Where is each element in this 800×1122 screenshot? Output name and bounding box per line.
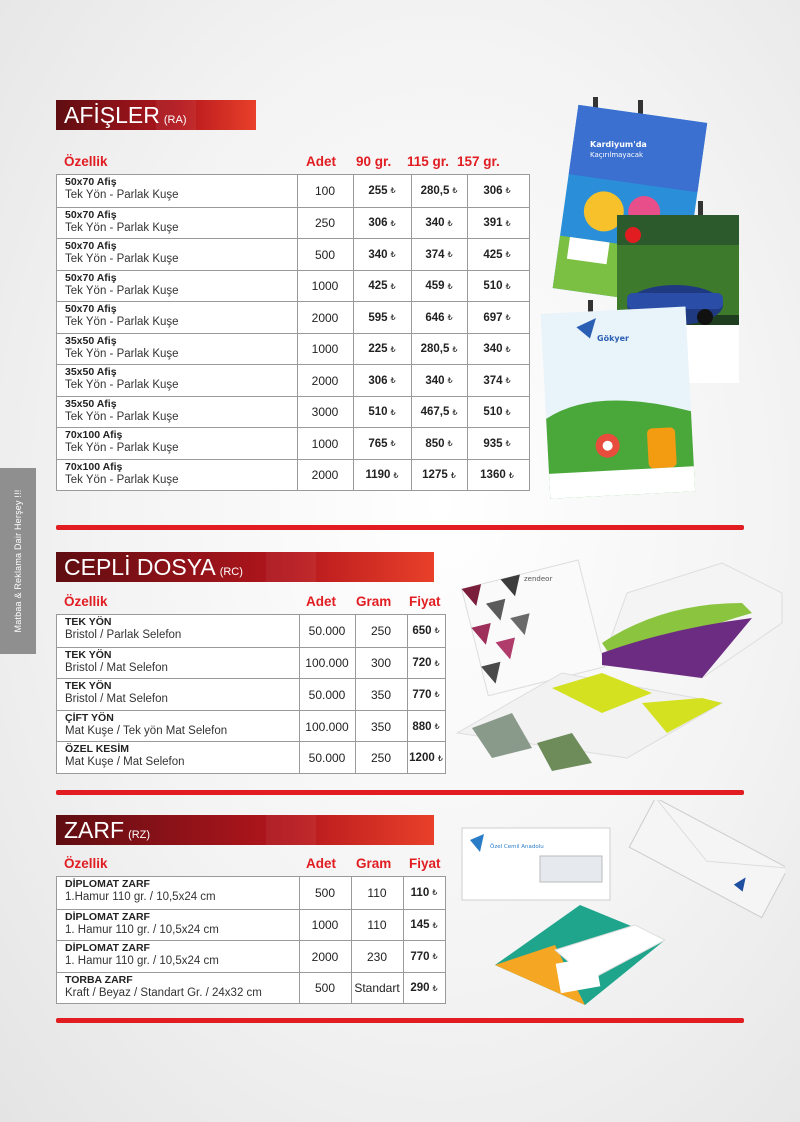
product-name: 50x70 Afiş xyxy=(65,271,117,284)
afisler-row xyxy=(57,301,529,334)
zarf-table xyxy=(56,876,446,1004)
price-cell: 1200 ₺ xyxy=(407,742,445,774)
price-90-cell: 306 ₺ xyxy=(353,365,411,397)
section-separator xyxy=(56,525,744,530)
afisler-row xyxy=(57,427,529,460)
price-90-cell: 255 ₺ xyxy=(353,175,411,207)
afisler-row xyxy=(57,207,529,240)
zarf-title: ZARF (RZ) xyxy=(64,817,151,843)
price-157-cell: 391 ₺ xyxy=(467,208,527,240)
folder1-brand: zendeor xyxy=(524,575,553,583)
cepli-title: CEPLİ DOSYA (RC) xyxy=(64,554,243,580)
quantity-cell: 1000 xyxy=(311,342,339,357)
gram-cell: Standart xyxy=(354,981,400,996)
price-115-cell: 459 ₺ xyxy=(411,271,467,303)
cepli-header-adet: Adet xyxy=(306,594,336,609)
product-name: 70x100 Afiş xyxy=(65,460,123,473)
gram-cell: 350 xyxy=(370,719,392,734)
afisler-row xyxy=(57,396,529,429)
price-115-cell: 1275 ₺ xyxy=(411,460,467,492)
product-name: 50x70 Afiş xyxy=(65,208,117,221)
price-115-cell: 646 ₺ xyxy=(411,302,467,334)
product-name: DİPLOMAT ZARF xyxy=(65,878,150,890)
price-157-cell: 340 ₺ xyxy=(467,334,527,366)
product-description: 1. Hamur 110 gr. / 10,5x24 cm xyxy=(65,955,219,967)
price-90-cell: 425 ₺ xyxy=(353,271,411,303)
quantity-cell: 100 xyxy=(314,183,336,198)
product-description: Bristol / Parlak Selefon xyxy=(65,629,182,641)
price-cell: 770 ₺ xyxy=(403,941,445,973)
afisler-banner xyxy=(56,100,256,130)
envelope-mockup-image xyxy=(460,800,785,1015)
product-description: Tek Yön - Parlak Kuşe xyxy=(65,410,179,423)
product-name: 50x70 Afiş xyxy=(65,303,117,315)
price-90-cell: 225 ₺ xyxy=(353,334,411,366)
quantity-cell: 50.000 xyxy=(308,623,346,638)
product-name: TEK YÖN xyxy=(65,616,112,628)
quantity-cell: 3000 xyxy=(311,405,339,420)
price-157-cell: 306 ₺ xyxy=(467,175,527,207)
section-separator xyxy=(56,790,744,795)
product-name: TEK YÖN xyxy=(65,680,112,693)
gram-cell: 230 xyxy=(366,949,388,964)
cepli-table xyxy=(56,614,446,774)
product-description: Tek Yön - Parlak Kuşe xyxy=(65,221,179,234)
product-description: Tek Yön - Parlak Kuşe xyxy=(65,473,179,486)
afisler-header-157: 157 gr. xyxy=(457,154,500,169)
afisler-row xyxy=(57,364,529,397)
price-157-cell: 697 ₺ xyxy=(467,302,527,334)
afisler-row xyxy=(57,175,529,207)
gram-cell: 110 xyxy=(367,918,387,933)
afisler-row xyxy=(57,238,529,271)
price-157-cell: 935 ₺ xyxy=(467,428,527,460)
product-name: ÇİFT YÖN xyxy=(65,711,114,724)
price-90-cell: 595 ₺ xyxy=(353,302,411,334)
afisler-title: AFİŞLER (RA) xyxy=(64,102,187,128)
afisler-header-ozellik: Özellik xyxy=(64,154,108,169)
cepli-row xyxy=(57,678,445,711)
product-description: Tek Yön - Parlak Kuşe xyxy=(65,189,179,201)
zarf-header-adet: Adet xyxy=(306,856,336,871)
afisler-header-90: 90 gr. xyxy=(356,154,392,169)
quantity-cell: 100.000 xyxy=(305,656,349,671)
svg-text:Kaçırılmayacak: Kaçırılmayacak xyxy=(590,151,644,159)
gram-cell: 350 xyxy=(370,687,392,702)
afisler-row xyxy=(57,333,529,366)
product-name: ÖZEL KESİM xyxy=(65,743,129,756)
folder-mockup-image xyxy=(452,553,792,778)
price-157-cell: 425 ₺ xyxy=(467,239,527,271)
side-tab xyxy=(0,468,36,654)
envelope1-brand: Özel Cemil Anadolu xyxy=(490,844,544,850)
quantity-cell: 50.000 xyxy=(308,751,346,766)
poster1-headline: Kardiyum'da xyxy=(590,140,647,149)
price-cell: 145 ₺ xyxy=(403,910,445,942)
price-90-cell: 1190 ₺ xyxy=(353,460,411,492)
cepli-header-fiyat: Fiyat xyxy=(409,594,441,609)
price-115-cell: 374 ₺ xyxy=(411,239,467,271)
product-name: 50x70 Afiş xyxy=(65,240,117,252)
product-description: Bristol / Mat Selefon xyxy=(65,693,168,706)
price-115-cell: 850 ₺ xyxy=(411,428,467,460)
cepli-header-gram: Gram xyxy=(356,594,392,609)
product-description: Tek Yön - Parlak Kuşe xyxy=(65,253,179,265)
zarf-row xyxy=(57,877,445,909)
quantity-cell: 2000 xyxy=(311,949,339,964)
cepli-row xyxy=(57,710,445,743)
gram-cell: 250 xyxy=(370,623,392,638)
price-cell: 720 ₺ xyxy=(407,648,445,680)
price-157-cell: 510 ₺ xyxy=(467,397,527,429)
section-separator xyxy=(56,1018,744,1023)
price-157-cell: 510 ₺ xyxy=(467,271,527,303)
product-name: 35x50 Afiş xyxy=(65,366,117,378)
product-description: Kraft / Beyaz / Standart Gr. / 24x32 cm xyxy=(65,986,262,999)
quantity-cell: 500 xyxy=(314,981,336,996)
product-description: Tek Yön - Parlak Kuşe xyxy=(65,347,179,360)
quantity-cell: 50.000 xyxy=(308,687,346,702)
product-name: 35x50 Afiş xyxy=(65,397,117,410)
cepli-banner xyxy=(56,552,434,582)
zarf-header-gram: Gram xyxy=(356,856,392,871)
cepli-header-ozellik: Özellik xyxy=(64,594,108,609)
quantity-cell: 1000 xyxy=(311,436,339,451)
price-cell: 770 ₺ xyxy=(407,679,445,711)
afisler-header-115: 115 gr. xyxy=(407,154,450,169)
product-name: 35x50 Afiş xyxy=(65,334,117,347)
quantity-cell: 2000 xyxy=(311,310,339,325)
zarf-banner xyxy=(56,815,434,845)
product-name: 50x70 Afiş xyxy=(65,176,117,188)
quantity-cell: 1000 xyxy=(311,279,339,294)
gram-cell: 300 xyxy=(370,656,392,671)
product-name: TORBA ZARF xyxy=(65,973,133,986)
afisler-header-adet: Adet xyxy=(306,154,336,169)
afisler-row xyxy=(57,459,529,492)
product-description: Mat Kuşe / Mat Selefon xyxy=(65,756,185,769)
afisler-table xyxy=(56,174,530,491)
product-name: DİPLOMAT ZARF xyxy=(65,942,150,954)
zarf-header-ozellik: Özellik xyxy=(64,856,108,871)
price-115-cell: 340 ₺ xyxy=(411,365,467,397)
cepli-row xyxy=(57,741,445,774)
quantity-cell: 2000 xyxy=(311,373,339,388)
poster3-brand: Gökyer xyxy=(597,334,629,343)
price-115-cell: 340 ₺ xyxy=(411,208,467,240)
product-description: Tek Yön - Parlak Kuşe xyxy=(65,379,179,391)
quantity-cell: 500 xyxy=(314,247,336,262)
product-description: 1.Hamur 110 gr. / 10,5x24 cm xyxy=(65,891,216,903)
price-115-cell: 280,5 ₺ xyxy=(411,334,467,366)
product-description: Tek Yön - Parlak Kuşe xyxy=(65,284,179,297)
quantity-cell: 500 xyxy=(314,885,336,900)
quantity-cell: 100.000 xyxy=(305,719,349,734)
gram-cell: 110 xyxy=(367,885,387,900)
product-description: Tek Yön - Parlak Kuşe xyxy=(65,316,179,328)
price-90-cell: 306 ₺ xyxy=(353,208,411,240)
price-90-cell: 340 ₺ xyxy=(353,239,411,271)
zarf-row xyxy=(57,972,445,1005)
price-cell: 290 ₺ xyxy=(403,973,445,1005)
product-description: Bristol / Mat Selefon xyxy=(65,661,168,674)
side-tab-text: Matbaa & Reklama Dair Herşey !!! xyxy=(13,489,23,633)
cepli-row xyxy=(57,615,445,647)
price-90-cell: 510 ₺ xyxy=(353,397,411,429)
price-115-cell: 280,5 ₺ xyxy=(411,175,467,207)
product-name: 70x100 Afiş xyxy=(65,429,123,441)
zarf-row xyxy=(57,909,445,942)
product-description: Mat Kuşe / Tek yön Mat Selefon xyxy=(65,724,228,737)
zarf-row xyxy=(57,940,445,973)
cepli-row xyxy=(57,647,445,680)
quantity-cell: 2000 xyxy=(311,468,339,483)
quantity-cell: 250 xyxy=(314,216,336,231)
gram-cell: 250 xyxy=(370,751,392,766)
price-cell: 110 ₺ xyxy=(403,877,445,909)
price-cell: 880 ₺ xyxy=(407,711,445,743)
price-115-cell: 467,5 ₺ xyxy=(411,397,467,429)
price-157-cell: 1360 ₺ xyxy=(467,460,527,492)
afisler-row xyxy=(57,270,529,303)
product-name: DİPLOMAT ZARF xyxy=(65,910,150,923)
quantity-cell: 1000 xyxy=(311,918,339,933)
price-157-cell: 374 ₺ xyxy=(467,365,527,397)
price-cell: 650 ₺ xyxy=(407,615,445,647)
product-name: TEK YÖN xyxy=(65,648,112,661)
poster-mockup-image xyxy=(535,95,795,500)
product-description: 1. Hamur 110 gr. / 10,5x24 cm xyxy=(65,923,219,936)
price-90-cell: 765 ₺ xyxy=(353,428,411,460)
zarf-header-fiyat: Fiyat xyxy=(409,856,441,871)
product-description: Tek Yön - Parlak Kuşe xyxy=(65,442,179,454)
